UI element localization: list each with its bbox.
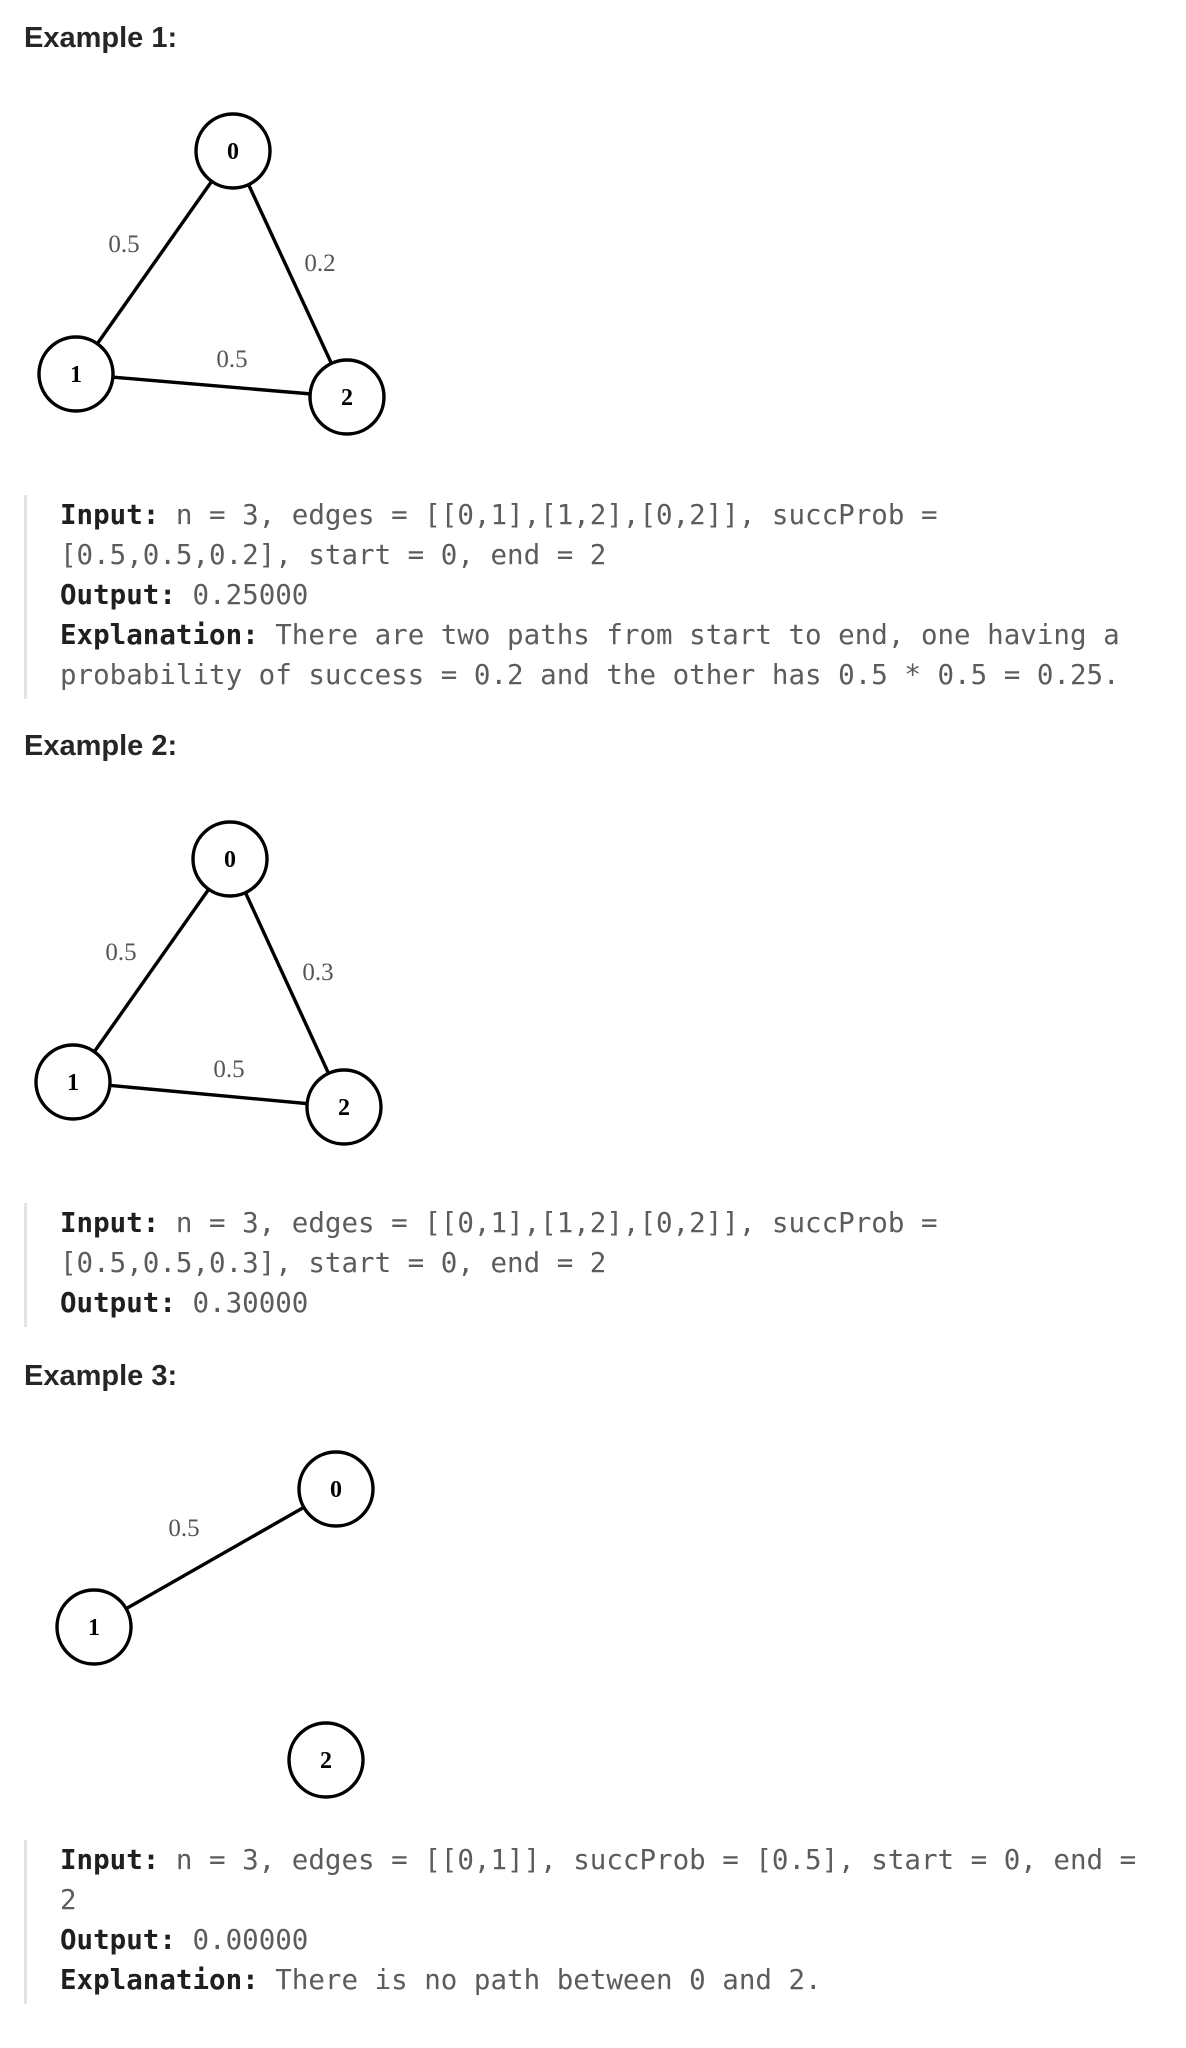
explanation-line bbox=[60, 615, 1164, 655]
edge-1-2 bbox=[73, 1082, 344, 1107]
output-key: Output: bbox=[60, 579, 176, 611]
node-2-label: 2 bbox=[338, 1095, 350, 1121]
node-0-label: 0 bbox=[224, 847, 236, 873]
example-2-graph bbox=[0, 810, 440, 1160]
input-key: Input: bbox=[60, 1207, 160, 1239]
input-line bbox=[60, 1203, 1164, 1243]
node-0 bbox=[193, 822, 267, 896]
example-1-heading: Example 1: bbox=[24, 22, 178, 54]
edge-0-1-label: 0.5 bbox=[105, 939, 137, 966]
node-0-label: 0 bbox=[227, 139, 239, 165]
node-2-label: 2 bbox=[341, 385, 353, 411]
example-1-code-block bbox=[24, 495, 1164, 699]
output-line bbox=[60, 575, 1164, 615]
node-1 bbox=[39, 337, 113, 411]
explanation-key: Explanation: bbox=[60, 619, 259, 651]
node-0 bbox=[196, 114, 270, 188]
edge-0-1 bbox=[73, 859, 230, 1082]
node-2 bbox=[289, 1723, 363, 1797]
node-1-label: 1 bbox=[88, 1615, 100, 1641]
example-2-heading: Example 2: bbox=[24, 730, 178, 762]
example-3-code-block bbox=[24, 1840, 1164, 2004]
edge-1-2-label: 0.5 bbox=[216, 346, 248, 373]
edge-0-2-label: 0.2 bbox=[304, 250, 336, 277]
node-2-label: 2 bbox=[320, 1748, 332, 1774]
edge-1-2-label: 0.5 bbox=[213, 1056, 245, 1083]
edge-1-2 bbox=[76, 374, 347, 397]
input-line-continued: [0.5,0.5,0.3], start = 0, end = 2 bbox=[60, 1247, 607, 1279]
node-0 bbox=[299, 1452, 373, 1526]
input-line-continued: 2 bbox=[60, 1884, 77, 1916]
edge-0-1-label: 0.5 bbox=[108, 231, 140, 258]
output-key: Output: bbox=[60, 1287, 176, 1319]
input-line bbox=[60, 1840, 1164, 1880]
node-1 bbox=[36, 1045, 110, 1119]
node-2 bbox=[307, 1070, 381, 1144]
output-line bbox=[60, 1283, 1164, 1323]
node-2 bbox=[310, 360, 384, 434]
input-value: n = 3, edges = [[0,1]], succProb = [0.5], start = 0, end = bbox=[159, 1844, 1137, 1876]
input-value: n = 3, edges = [[0,1],[1,2],[0,2]], succProb = bbox=[159, 499, 938, 531]
example-2-code-block bbox=[24, 1203, 1164, 1327]
node-1 bbox=[57, 1590, 131, 1664]
edge-0-1 bbox=[94, 1489, 336, 1627]
output-value: 0.30000 bbox=[175, 1287, 309, 1319]
node-1-label: 1 bbox=[67, 1070, 79, 1096]
input-key: Input: bbox=[60, 499, 160, 531]
example-1-graph bbox=[0, 100, 440, 450]
input-value: n = 3, edges = [[0,1],[1,2],[0,2]], succProb = bbox=[159, 1207, 938, 1239]
input-line bbox=[60, 495, 1164, 535]
output-value: 0.25000 bbox=[175, 579, 309, 611]
input-line-continued: [0.5,0.5,0.2], start = 0, end = 2 bbox=[60, 539, 607, 571]
edge-0-1-label: 0.5 bbox=[168, 1515, 200, 1542]
explanation-text: There are two paths from start to end, one having a bbox=[258, 619, 1120, 651]
output-key: Output: bbox=[60, 1924, 176, 1956]
example-3-graph bbox=[0, 1440, 440, 1810]
input-key: Input: bbox=[60, 1844, 160, 1876]
node-0-label: 0 bbox=[330, 1477, 342, 1503]
explanation-line bbox=[60, 1960, 1164, 2000]
edge-0-1 bbox=[76, 151, 233, 374]
explanation-text: There is no path between 0 and 2. bbox=[258, 1964, 822, 1996]
output-value: 0.00000 bbox=[175, 1924, 309, 1956]
output-line bbox=[60, 1920, 1164, 1960]
node-1-label: 1 bbox=[70, 362, 82, 388]
example-3-heading: Example 3: bbox=[24, 1360, 178, 1392]
edge-0-2-label: 0.3 bbox=[302, 959, 334, 986]
explanation-line-continued: probability of success = 0.2 and the other has 0.5 * 0.5 = 0.25. bbox=[60, 659, 1120, 691]
explanation-key: Explanation: bbox=[60, 1964, 259, 1996]
